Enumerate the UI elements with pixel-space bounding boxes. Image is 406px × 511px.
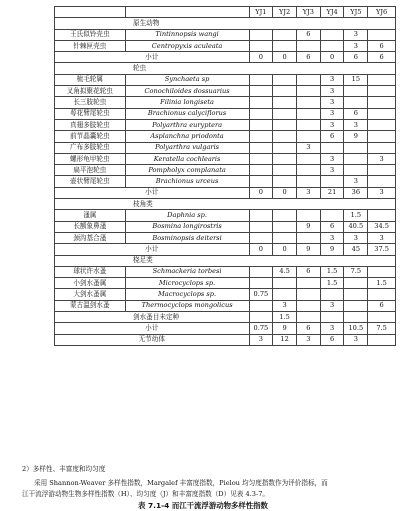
latin-name: Daphnia sp. <box>125 210 249 221</box>
table-row <box>55 142 396 153</box>
latin-name: Thermocyclops mongolicus <box>125 300 249 311</box>
value-cell: 6 <box>296 29 320 40</box>
value-cell: 0 <box>320 52 344 63</box>
value-cell: 3 <box>344 119 368 130</box>
latin-name: Brachionus urceus <box>125 176 249 187</box>
chinese-name: 王氏似铃壳虫 <box>55 29 126 40</box>
latin-name: Macrocyclops sp. <box>125 289 249 300</box>
value-cell <box>273 165 297 176</box>
subtotal-row <box>55 187 396 198</box>
value-cell: 3 <box>320 74 344 85</box>
chinese-name: 针棘匣壳虫 <box>55 40 126 51</box>
value-cell <box>296 278 320 289</box>
value-cell: 3 <box>368 187 396 198</box>
latin-name: Pompholyx complanata <box>125 165 249 176</box>
value-cell <box>368 176 396 187</box>
value-cell: 6 <box>296 266 320 277</box>
chinese-name: 小剑水蚤属 <box>55 278 126 289</box>
value-cell <box>320 176 344 187</box>
value-cell <box>273 97 297 108</box>
chinese-name: 前节晶囊轮虫 <box>55 131 126 142</box>
value-cell <box>249 142 273 153</box>
value-cell <box>273 221 297 232</box>
latin-name: Schmackeria torbesi <box>125 266 249 277</box>
value-cell: 3 <box>320 119 344 130</box>
value-cell <box>249 74 273 85</box>
value-cell <box>249 165 273 176</box>
value-cell: 9 <box>296 221 320 232</box>
value-cell: 0 <box>249 187 273 198</box>
value-cell: 3 <box>296 334 320 345</box>
group-row <box>55 255 396 266</box>
value-cell: 0 <box>249 52 273 63</box>
group-label: 轮虫 <box>55 63 396 74</box>
value-cell: 6 <box>296 323 320 334</box>
value-cell <box>344 86 368 97</box>
value-cell <box>368 97 396 108</box>
value-cell <box>296 40 320 51</box>
value-cell <box>368 131 396 142</box>
value-cell: 10.5 <box>344 323 368 334</box>
zooplankton-table <box>54 6 396 346</box>
value-cell <box>273 40 297 51</box>
latin-name: Brachionus calyciflorus <box>125 108 249 119</box>
value-cell: 0 <box>249 244 273 255</box>
value-cell <box>296 108 320 119</box>
value-cell <box>273 278 297 289</box>
value-cell: 3 <box>320 86 344 97</box>
latin-name: Polyarthra euryptera <box>125 119 249 130</box>
value-cell: 3 <box>320 108 344 119</box>
group-row <box>55 18 396 29</box>
chinese-name: 壶状臂尾轮虫 <box>55 176 126 187</box>
chinese-name: 广布多肢轮虫 <box>55 142 126 153</box>
value-cell <box>249 40 273 51</box>
table-row <box>55 165 396 176</box>
value-cell <box>344 165 368 176</box>
value-cell: 0.75 <box>249 289 273 300</box>
value-cell <box>273 29 297 40</box>
value-cell: 37.5 <box>368 244 396 255</box>
value-cell <box>249 300 273 311</box>
table-row <box>55 278 396 289</box>
table-row <box>55 108 396 119</box>
chinese-name: 球状许水蚤 <box>55 266 126 277</box>
latin-name: Polyarthra vulgaris <box>125 142 249 153</box>
latin-name: Bosminopsis deitersi <box>125 232 249 243</box>
value-cell: 1.5 <box>344 210 368 221</box>
value-cell <box>296 74 320 85</box>
value-cell <box>368 86 396 97</box>
table-row <box>55 176 396 187</box>
value-cell <box>296 131 320 142</box>
latin-name: Bosmina longirostris <box>125 221 249 232</box>
latin-name: Asplanchna priodonta <box>125 131 249 142</box>
table-row <box>55 232 396 243</box>
subtotal-label: 小计 <box>55 187 250 198</box>
value-cell <box>368 74 396 85</box>
subtotal-label: 小计 <box>55 323 250 334</box>
value-cell <box>344 153 368 164</box>
section-heading: 2）多样性、丰富度和均匀度 <box>22 465 106 473</box>
value-cell: 0 <box>273 52 297 63</box>
table-row <box>55 221 396 232</box>
latin-name: Conochiloides dossuarius <box>125 86 249 97</box>
chinese-name: 大剑水蚤属 <box>55 289 126 300</box>
value-cell <box>320 312 344 323</box>
value-cell <box>368 334 396 345</box>
value-cell <box>249 232 273 243</box>
latin-name: Centropyxis aculeata <box>125 40 249 51</box>
value-cell <box>320 210 344 221</box>
value-cell <box>296 176 320 187</box>
value-cell <box>273 142 297 153</box>
paragraph-line-1: 采用 Shannon-Weaver 多样性指数，Margalef 丰富度指数，Pielou 均匀度指数作为评价指标，而 <box>34 479 328 487</box>
chinese-name: 长额象鼻溞 <box>55 221 126 232</box>
value-cell <box>296 312 320 323</box>
value-cell: 9 <box>320 244 344 255</box>
value-cell <box>296 289 320 300</box>
value-cell: 3 <box>320 323 344 334</box>
value-cell <box>249 210 273 221</box>
value-cell <box>249 86 273 97</box>
subtotal-row <box>55 334 396 345</box>
value-cell: 6 <box>344 52 368 63</box>
value-cell: 1.5 <box>320 266 344 277</box>
value-cell <box>273 210 297 221</box>
value-cell <box>273 232 297 243</box>
value-cell: 6 <box>368 40 396 51</box>
value-cell: 3 <box>320 232 344 243</box>
value-cell <box>344 97 368 108</box>
value-cell: 45 <box>344 244 368 255</box>
chinese-name: 溞属 <box>55 210 126 221</box>
group-row <box>55 199 396 210</box>
value-cell <box>249 108 273 119</box>
header-cell <box>125 7 249 18</box>
subtotal-label: 小计 <box>55 52 250 63</box>
table-caption: 表 7.1-4 而江干流浮游动物多样性指数 <box>138 501 268 510</box>
value-cell <box>273 108 297 119</box>
chinese-name: 梳毛轮属 <box>55 74 126 85</box>
value-cell: 1.5 <box>273 312 297 323</box>
value-cell <box>249 221 273 232</box>
table-row <box>55 86 396 97</box>
value-cell <box>296 232 320 243</box>
value-cell <box>368 312 396 323</box>
header-cell: YJ5 <box>344 7 368 18</box>
value-cell: 15 <box>344 74 368 85</box>
value-cell: 6 <box>344 108 368 119</box>
subtotal-label: 小计 <box>55 244 250 255</box>
chinese-name: 颈沟基合溞 <box>55 232 126 243</box>
table-row <box>55 266 396 277</box>
value-cell: 6 <box>368 300 396 311</box>
value-cell <box>273 86 297 97</box>
subtotal-row <box>55 244 396 255</box>
chinese-name: 萼花臂尾轮虫 <box>55 108 126 119</box>
header-cell: YJ2 <box>273 7 297 18</box>
value-cell: 3 <box>296 187 320 198</box>
value-cell <box>296 153 320 164</box>
value-cell: 3 <box>344 334 368 345</box>
value-cell: 3 <box>344 40 368 51</box>
table-row <box>55 119 396 130</box>
value-cell: 12 <box>273 334 297 345</box>
value-cell: 4.5 <box>273 266 297 277</box>
value-cell <box>296 119 320 130</box>
header-row <box>55 7 396 18</box>
value-cell: 9 <box>344 131 368 142</box>
value-cell: 6 <box>320 221 344 232</box>
chinese-name: 螺形龟甲轮虫 <box>55 153 126 164</box>
value-cell <box>344 312 368 323</box>
latin-name: Filinia longiseta <box>125 97 249 108</box>
value-cell <box>249 176 273 187</box>
table-row <box>55 29 396 40</box>
value-cell: 1.5 <box>320 278 344 289</box>
value-cell: 1.5 <box>368 278 396 289</box>
table-row <box>55 74 396 85</box>
value-cell: 40.5 <box>344 221 368 232</box>
value-cell: 3 <box>320 153 344 164</box>
value-cell <box>368 29 396 40</box>
value-cell <box>344 278 368 289</box>
value-cell <box>368 108 396 119</box>
value-cell: 21 <box>320 187 344 198</box>
chinese-name: 叉角拟聚花轮虫 <box>55 86 126 97</box>
chinese-name: 真翅多肢轮虫 <box>55 119 126 130</box>
subtotal-row <box>55 52 396 63</box>
value-cell <box>249 278 273 289</box>
value-cell <box>249 153 273 164</box>
value-cell <box>368 119 396 130</box>
group-label: 枝角类 <box>55 199 396 210</box>
value-cell <box>296 300 320 311</box>
value-cell <box>249 131 273 142</box>
value-cell: 3 <box>344 232 368 243</box>
group-row <box>55 63 396 74</box>
value-cell: 6 <box>320 334 344 345</box>
chinese-name: 蒙古温剑水蚤 <box>55 300 126 311</box>
value-cell <box>273 289 297 300</box>
value-cell <box>344 300 368 311</box>
value-cell <box>320 29 344 40</box>
value-cell: 6 <box>368 52 396 63</box>
value-cell: 3 <box>273 300 297 311</box>
value-cell: 3 <box>320 165 344 176</box>
group-label: 剑水蚤目未定种 <box>55 312 250 323</box>
value-cell <box>273 176 297 187</box>
group-label: 原生动物 <box>55 18 396 29</box>
value-cell: 34.5 <box>368 221 396 232</box>
value-cell <box>296 210 320 221</box>
paragraph-line-2: 江干流浮游动物生物多样性指数（H）、均匀度（J）和丰富度指数（D）见表 4.3-7。 <box>22 490 269 498</box>
header-cell <box>55 7 126 18</box>
value-cell <box>249 119 273 130</box>
group-row <box>55 312 396 323</box>
value-cell: 0.75 <box>249 323 273 334</box>
table-row <box>55 153 396 164</box>
value-cell <box>368 289 396 300</box>
value-cell: 3 <box>320 97 344 108</box>
value-cell <box>344 142 368 153</box>
value-cell <box>249 266 273 277</box>
value-cell: 7.5 <box>368 323 396 334</box>
header-cell: YJ3 <box>296 7 320 18</box>
header-cell: YJ1 <box>249 7 273 18</box>
value-cell: 3 <box>296 142 320 153</box>
value-cell: 9 <box>296 244 320 255</box>
chinese-name: 长三肢轮虫 <box>55 97 126 108</box>
value-cell <box>368 165 396 176</box>
group-label: 桡足类 <box>55 255 396 266</box>
value-cell <box>296 97 320 108</box>
value-cell: 0 <box>273 187 297 198</box>
value-cell: 3 <box>344 176 368 187</box>
header-cell: YJ4 <box>320 7 344 18</box>
table-row <box>55 300 396 311</box>
value-cell: 3 <box>344 29 368 40</box>
value-cell <box>249 97 273 108</box>
value-cell <box>320 142 344 153</box>
value-cell: 6 <box>296 52 320 63</box>
value-cell: 3 <box>320 300 344 311</box>
chinese-name: 扁平泡轮虫 <box>55 165 126 176</box>
latin-name: Microcyclops sp. <box>125 278 249 289</box>
value-cell <box>273 153 297 164</box>
latin-name: Synchaeta sp <box>125 74 249 85</box>
value-cell <box>368 210 396 221</box>
table-row <box>55 97 396 108</box>
value-cell: 3 <box>249 334 273 345</box>
value-cell <box>368 142 396 153</box>
value-cell <box>249 312 273 323</box>
value-cell: 6 <box>320 131 344 142</box>
subtotal-row <box>55 323 396 334</box>
value-cell: 36 <box>344 187 368 198</box>
value-cell: 3 <box>368 153 396 164</box>
value-cell: 7.5 <box>344 266 368 277</box>
header-cell: YJ6 <box>368 7 396 18</box>
table-row <box>55 40 396 51</box>
latin-name: Keratella cochlearis <box>125 153 249 164</box>
latin-name: Tintinnopsis wangi <box>125 29 249 40</box>
table-row <box>55 289 396 300</box>
subtotal-label: 无节幼体 <box>55 334 250 345</box>
value-cell: 3 <box>368 232 396 243</box>
value-cell <box>368 266 396 277</box>
value-cell <box>344 289 368 300</box>
table-row <box>55 131 396 142</box>
value-cell <box>296 165 320 176</box>
value-cell <box>296 86 320 97</box>
value-cell: 9 <box>273 323 297 334</box>
value-cell <box>273 131 297 142</box>
value-cell <box>273 74 297 85</box>
value-cell <box>249 29 273 40</box>
value-cell <box>273 119 297 130</box>
value-cell <box>320 289 344 300</box>
value-cell <box>320 40 344 51</box>
table-row <box>55 210 396 221</box>
value-cell: 0 <box>273 244 297 255</box>
